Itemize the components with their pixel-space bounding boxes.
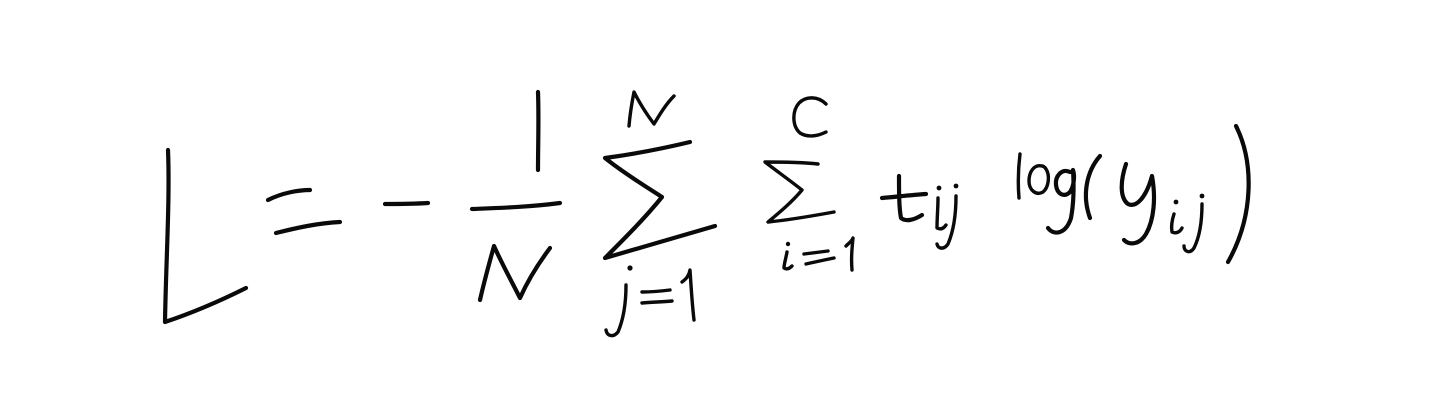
- outer-sum-upper: [629, 92, 674, 126]
- inner-sum-lower: [784, 238, 853, 270]
- symbol-minus: [385, 203, 428, 204]
- symbol-close-paren: [1228, 126, 1249, 262]
- inner-sum-sigma: [765, 162, 834, 222]
- t-subscript: [937, 184, 959, 249]
- outer-sum-lower: [606, 265, 694, 335]
- fraction: [472, 92, 560, 300]
- symbol-t: [882, 176, 926, 220]
- function-log: [1018, 154, 1074, 233]
- y-subscript: [1172, 194, 1205, 252]
- symbol-open-paren: [1086, 156, 1100, 218]
- symbol-L: [165, 150, 246, 322]
- inner-sum-upper: [794, 98, 826, 136]
- fraction-bar: [472, 203, 560, 209]
- outer-sum-sigma: [605, 142, 715, 258]
- symbol-y: [1122, 164, 1154, 243]
- symbol-equals: [268, 190, 340, 233]
- fraction-denominator: [480, 246, 550, 300]
